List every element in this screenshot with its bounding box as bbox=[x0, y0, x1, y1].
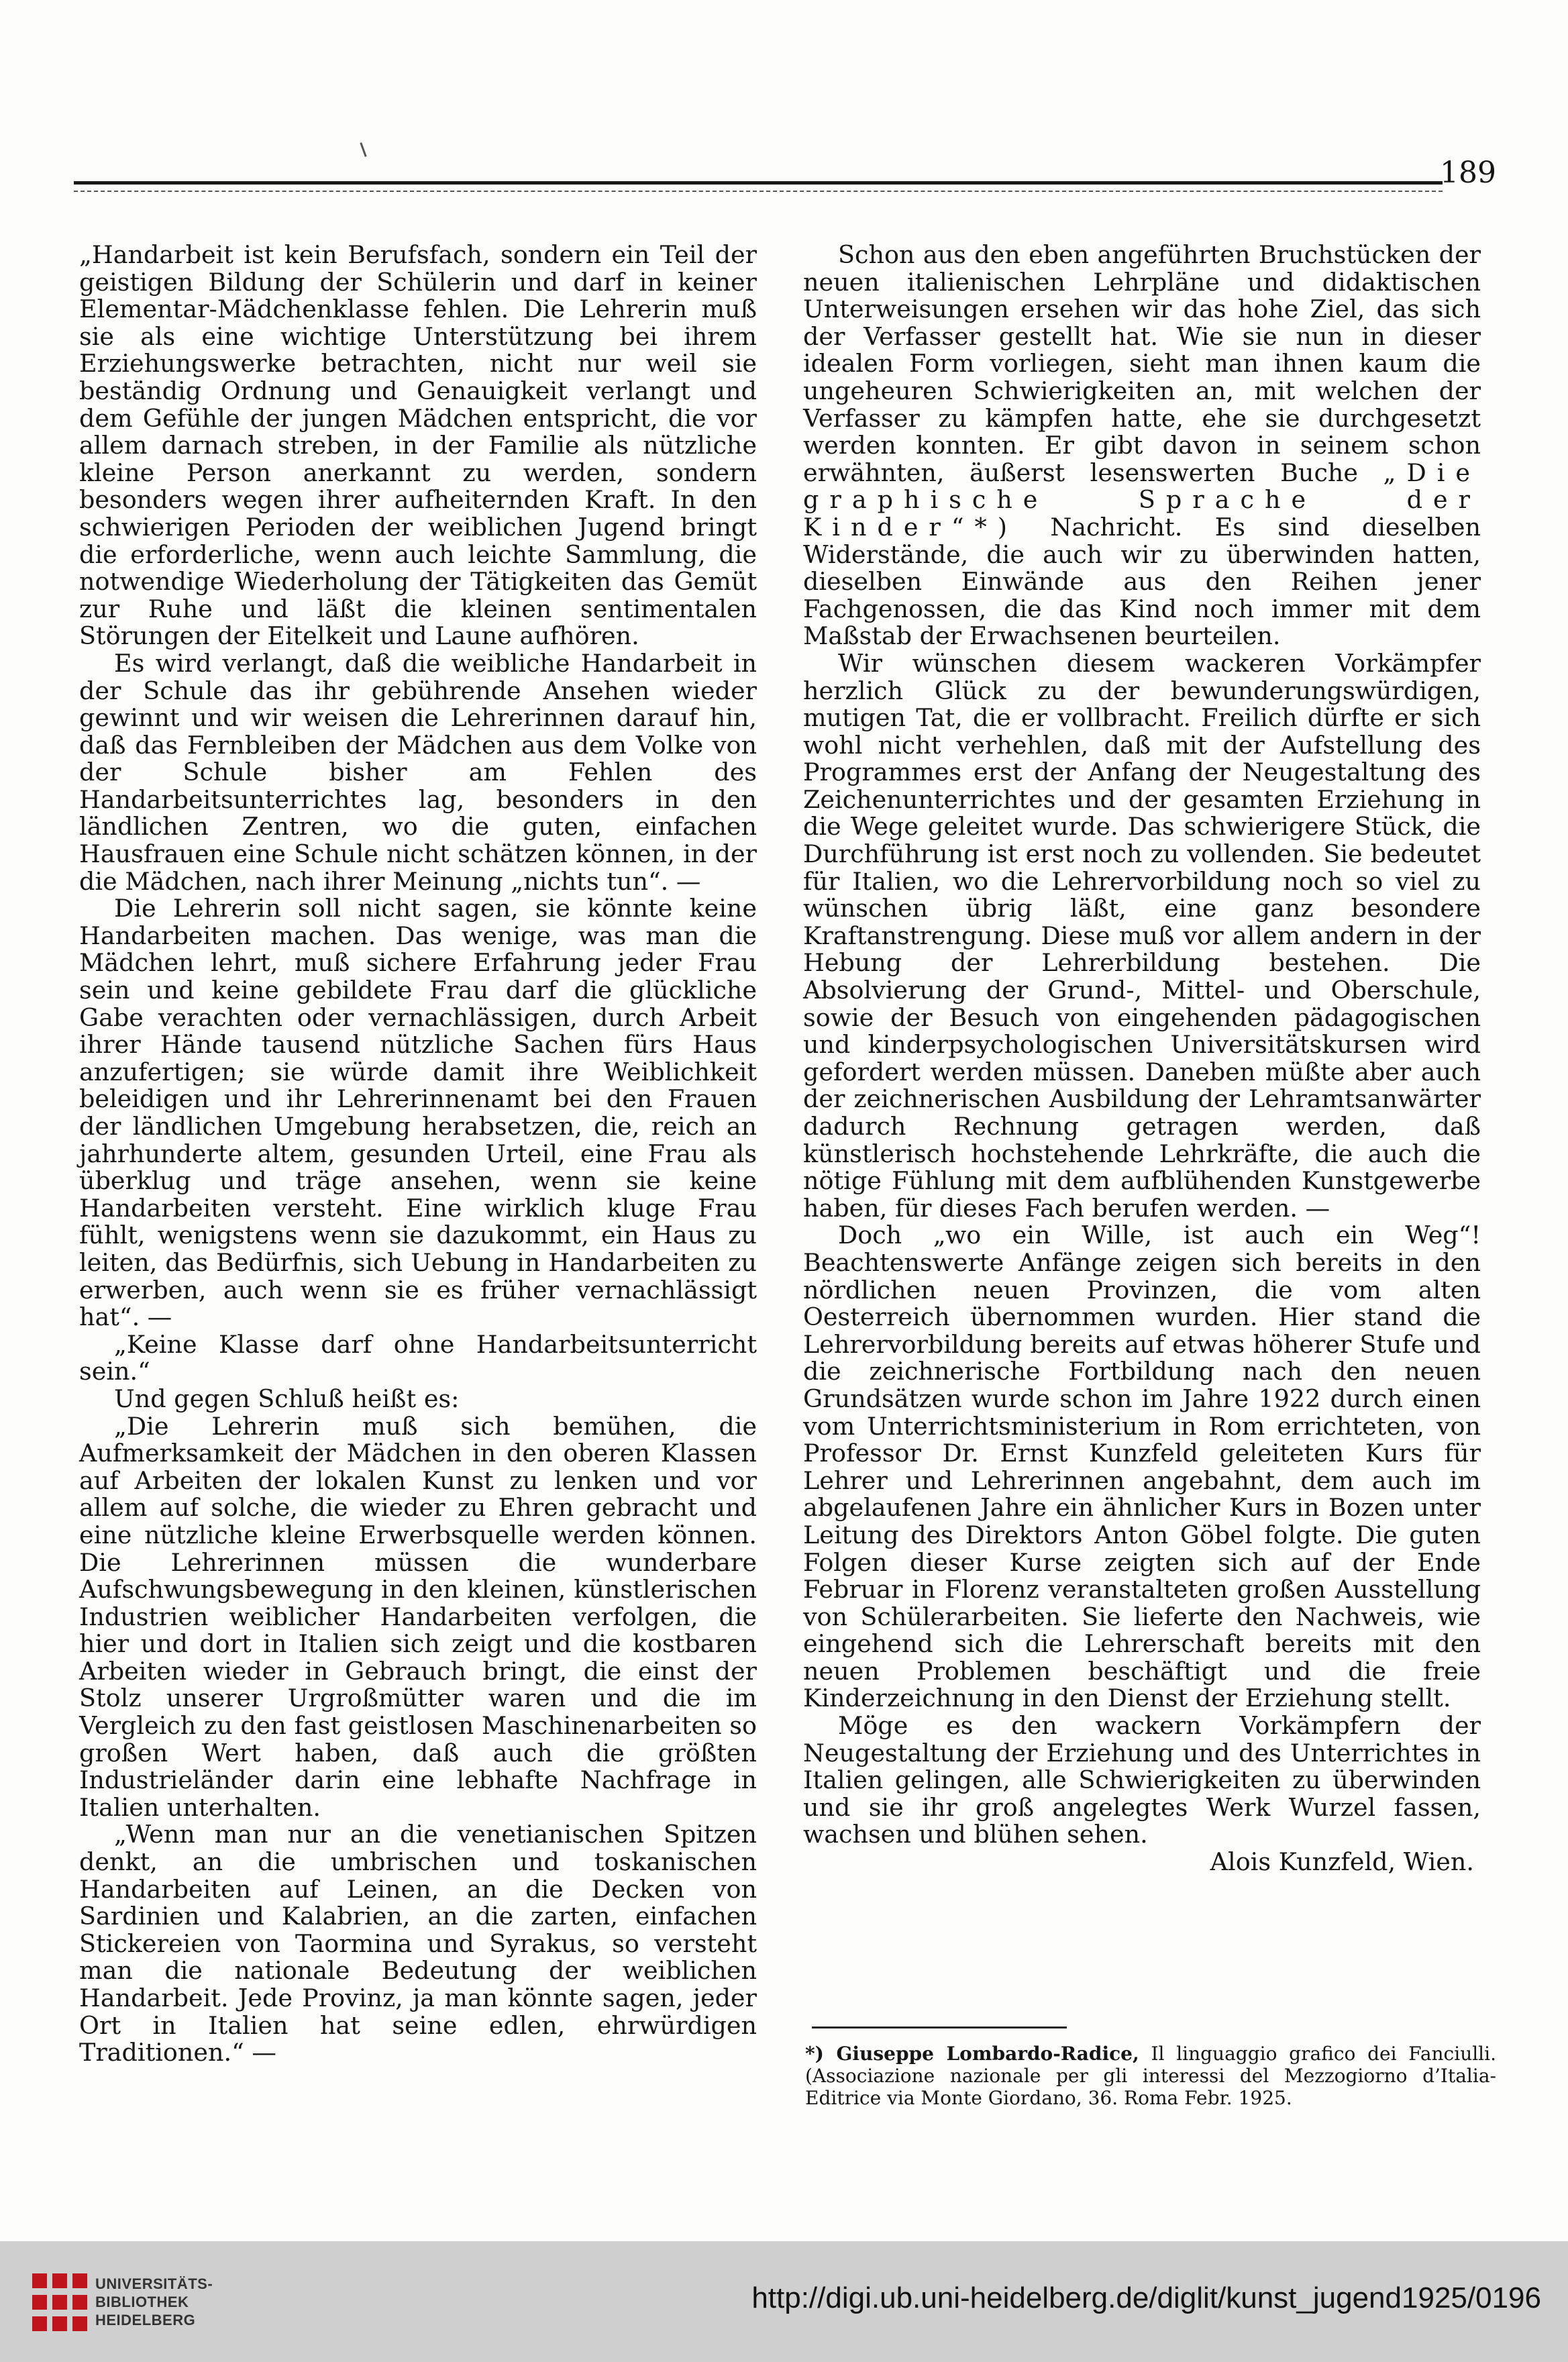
permalink-url[interactable]: http://digi.ub.uni-heidelberg.de/diglit/kunst_jugend1925/0196 bbox=[751, 2281, 1541, 2314]
footnote bbox=[805, 2043, 1496, 2109]
library-seal-icon bbox=[30, 2269, 90, 2337]
left-column bbox=[79, 242, 757, 2067]
library-name bbox=[95, 2275, 256, 2329]
paragraph: Wir wünschen diesem wackeren Vorkämpfer herzlich Glück zu der bewunderungswürdigen, mutigen Tat, die er vollbracht. Freilich dürfte er sich wohl nicht verhehlen, daß mit der Aufstellung des Programmes erst der Anfang der Neugestaltung des Zeichenunterrichtes und der gesamten Erziehung in die Wege geleitet wurde. Das schwierigere Stück, die Durchführung ist erst noch zu vollenden. Sie bedeutet für Italien, wo die Lehrervorbildung noch so viel zu wünschen übrig läßt, eine ganz besondere Kraftanstrengung. Diese muß vor allem andern in der Hebung der Lehrerbildung bestehen. Die Absolvierung der Grund-, Mittel- und Oberschule, sowie der Besuch von eingehenden pädagogischen und kinderpsychologischen Universitätskursen wird gefordert werden müssen. Daneben müßte aber auch der zeichnerischen Ausbildung der Lehramtsanwärter dadurch Rechnung getragen werden, daß künstlerisch hochstehende Lehrkräfte, die auch die nötige Fühlung mit dem aufblühenden Kunstgewerbe haben, für dieses Fach berufen werden. — bbox=[803, 648, 1481, 1223]
author-signature: Alois Kunzfeld, Wien. bbox=[1210, 1847, 1474, 1877]
paragraph: „Wenn man nur an die venetianischen Spitzen denkt, an die umbrischen und toskanischen Handarbeiten auf Leinen, an die Decken von Sardinien und Kalabrien, an die zarten, einfachen Stickereien von Taormina und Syrakus, so versteht man die nationale Bedeutung der weiblichen Handarbeit. Jede Provinz, ja man könnte sagen, jeder Ort in Italien hat seine edlen, ehrwürdigen Traditionen.“ — bbox=[79, 1820, 757, 2067]
paragraph: Möge es den wackern Vorkämpfern der Neugestaltung der Erziehung und des Unterrichtes in Italien gelingen, alle Schwierigkeiten zu überwinden und sie ihr groß angelegtes Werk Wurzel fassen, wachsen und blühen sehen. bbox=[803, 1711, 1481, 1849]
paragraph: Und gegen Schluß heißt es: bbox=[114, 1384, 460, 1413]
paragraph: Doch „wo ein Wille, ist auch ein Weg“! Beachtenswerte Anfänge zeigen sich bereits in den nördlichen neuen Provinzen, die vom alten Oesterreich übernommen wurden. Hier stand die Lehrervorbildung bereits auf etwas höherer Stufe und die zeichnerische Fortbildung nach den neuen Grundsätzen wurde schon im Jahre 1922 durch einen vom Unterrichtsministerium in Rom errichteten, von Professor Dr. Ernst Kunzfeld geleiteten Kurs für Lehrer und Lehrerinnen angebahnt, dem auch im abgelaufenen Jahre ein ähnlicher Kurs in Bozen unter Leitung des Direktors Anton Göbel folgte. Die guten Folgen dieser Kurse zeigten sich auf der Ende Februar in Florenz veranstalteten großen Ausstellung von Schülerarbeiten. Sie lieferte den Nachweis, wie eingehend sich die Lehrerschaft bereits mit den neuen Problemen beschäftigt und die freie Kinderzeichnung in den Dienst der Erziehung stellt. bbox=[803, 1221, 1481, 1713]
paragraph bbox=[803, 242, 1481, 650]
paragraph: „Die Lehrerin muß sich bemühen, die Aufmerksamkeit der Mädchen in den oberen Klassen auf Arbeiten der lokalen Kunst zu lenken und vor allem auf solche, die wieder zu Ehren gebracht und eine nützliche kleine Erwerbsquelle werden können. Die Lehrerinnen müssen die wunderbare Aufschwungsbewegung in den kleinen, künstlerischen Industrien weiblicher Handarbeiten verfolgen, die hier und dort in Italien sich zeigt und die kostbaren Arbeiten wieder in Gebrauch bringt, die einst der Stolz unserer Urgroßmütter waren und die im Vergleich zu den fast geistlosen Maschinenarbeiten so großen Wert haben, daß auch die größten Industrieländer darin eine lebhafte Nachfrage in Italien unterhalten. bbox=[79, 1411, 757, 1822]
paragraph: Es wird verlangt, daß die weibliche Handarbeit in der Schule das ihr gebührende Ansehen wieder gewinnt und wir weisen die Lehrerinnen darauf hin, daß das Fernbleiben der Mädchen aus dem Volke von der Schule bisher am Fehlen des Handarbeitsunterrichtes lag, besonders in den ländlichen Zentren, wo die guten, einfachen Hausfrauen eine Schule nicht schätzen können, in der die Mädchen, nach ihrer Meinung „nichts tun“. — bbox=[79, 648, 757, 896]
library-name-line: HEIDELBERG bbox=[95, 2312, 196, 2328]
book-title: „Die graphische Sprache der Kinder“*) bbox=[803, 458, 1481, 542]
library-name-line: BIBLIOTHEK bbox=[95, 2294, 189, 2310]
page-number: 189 bbox=[1440, 156, 1496, 190]
header-rule bbox=[74, 181, 1443, 192]
scan-mark bbox=[360, 142, 366, 157]
paragraph: Die Lehrerin soll nicht sagen, sie könnte keine Handarbeiten machen. Das wenige, was man die Mädchen lehrt, muß sichere Erfahrung jeder Frau sein und keine gebildete Frau darf die glückliche Gabe verachten oder vernachlässigen, durch Arbeit ihrer Hände tausend nützliche Sachen fürs Haus anzufertigen; sie würde damit ihre Weiblichkeit beleidigen und ihr Lehrerinnenamt bei den Frauen der ländlichen Umgebung herabsetzen, die, reich an jahrhunderte altem, gesunden Urteil, eine Frau als überklug und träge ansehen, wenn sie keine Handarbeiten versteht. Eine wirklich kluge Frau fühlt, wenigstens wenn sie dazukommt, ein Haus zu leiten, das Bedürfnis, sich Uebung in Handarbeiten zu erwerben, auch wenn sie es früher vernachlässigt hat“. — bbox=[79, 894, 757, 1332]
text-run: Schon aus den eben angeführten Bruchstücken der neuen italienischen Lehrpläne und didaktischen Unterweisungen ersehen wir das hohe Ziel, das sich der Verfasser gestellt hat. Wie sie nun in dieser idealen Form vorliegen, sieht man ihnen kaum die ungeheuren Schwierigkeiten an, mit welchen der Verfasser zu kämpfen hatte, ehe sie durchgesetzt werden konnten. Er gibt davon in seinem schon erwähnten, äußerst lesenswerten Buche bbox=[803, 240, 1481, 487]
text-run: Nachricht. Es sind dieselben Widerstände, die auch wir zu überwinden hatten, dieselben Einwände aus den Reihen jener Fachgenossen, die das Kind noch immer mit dem Maßstab der Erwachsenen beurteilen. bbox=[803, 512, 1481, 651]
library-name-line: UNIVERSITÄTS- bbox=[95, 2275, 213, 2292]
footnote-rule bbox=[812, 2026, 1067, 2029]
library-logo-link[interactable] bbox=[30, 2269, 251, 2337]
paragraph: „Keine Klasse darf ohne Handarbeitsunterricht sein.“ bbox=[79, 1329, 757, 1386]
footer-bar bbox=[0, 2241, 1568, 2362]
footnote-author: *) Giuseppe Lombardo-Radice, bbox=[805, 2043, 1139, 2065]
right-column bbox=[803, 242, 1481, 1876]
paragraph: „Handarbeit ist kein Berufsfach, sondern ein Teil der geistigen Bildung der Schülerin und darf in keiner Elementar-Mädchenklasse fehlen. Die Lehrerin muß sie als eine wichtige Unterstützung bei ihrem Erziehungswerke betrachten, nicht nur weil sie beständig Ordnung und Genauigkeit verlangt und dem Gefühle der jungen Mädchen entspricht, die vor allem darnach streben, in der Familie als nützliche kleine Person anerkannt zu werden, sondern besonders wegen ihrer aufheiternden Kraft. In den schwierigen Perioden der weiblichen Jugend bringt die erforderliche, wenn auch leichte Sammlung, die notwendige Wiederholung der Tätigkeiten das Gemüt zur Ruhe und läßt die kleinen sentimentalen Störungen der Eitelkeit und Laune aufhören. bbox=[79, 240, 757, 651]
footnote-text: Il linguaggio grafico dei Fanciulli. (Associazione nazionale per gli interessi del Mezzogiorno d’Italia-Editrice via Monte Giordano, 36. Roma Febr. 1925. bbox=[805, 2043, 1496, 2109]
